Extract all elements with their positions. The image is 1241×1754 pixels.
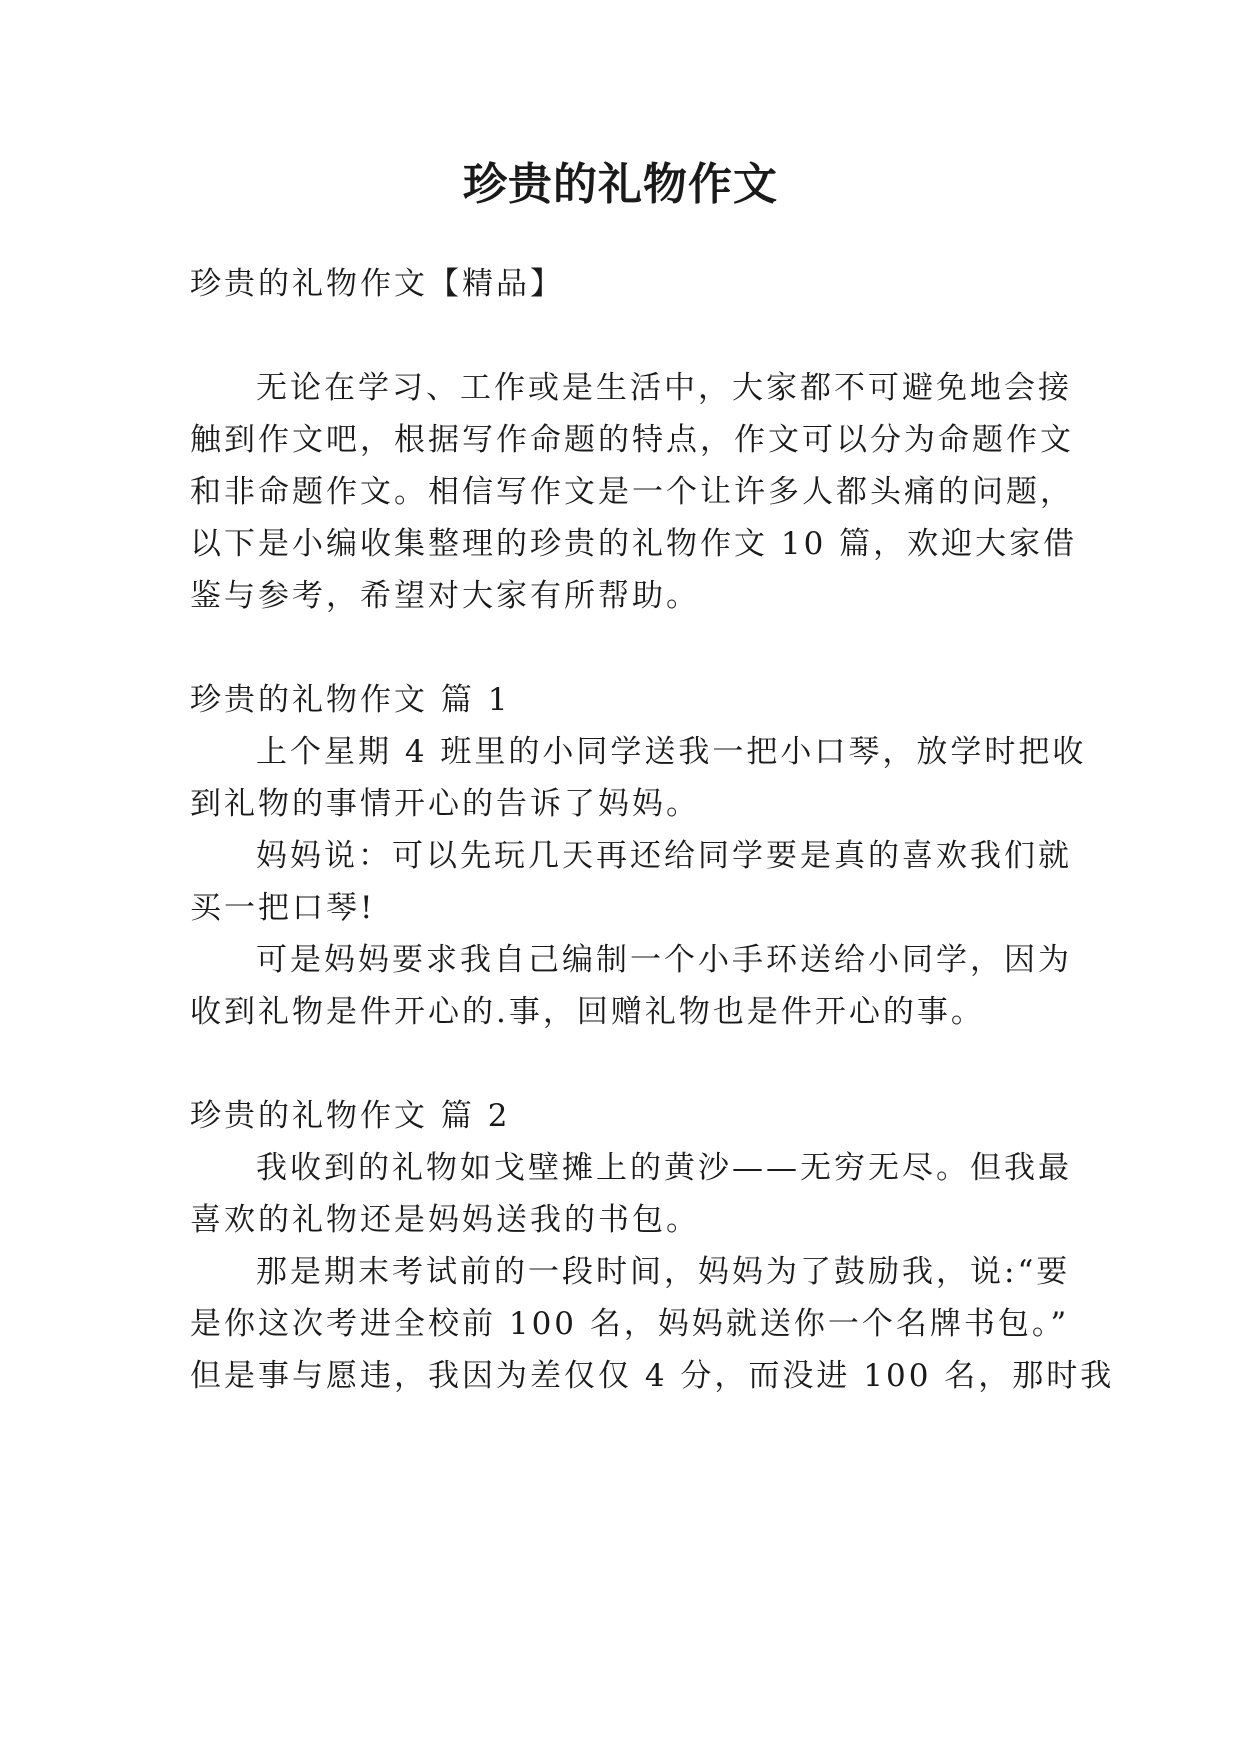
paragraph-line: 可是妈妈要求我自己编制一个小手环送给小同学，因为 xyxy=(256,942,1072,978)
paragraph-line: 买一把口琴! xyxy=(190,890,376,926)
document-subtitle: 珍贵的礼物作文【精品】 xyxy=(190,266,564,302)
paragraph-line: 妈妈说：可以先玩几天再还给同学要是真的喜欢我们就 xyxy=(256,838,1072,874)
intro-line: 以下是小编收集整理的珍贵的礼物作文 10 篇，欢迎大家借 xyxy=(190,526,1078,562)
section-heading: 珍贵的礼物作文 篇 2 xyxy=(190,1098,511,1134)
paragraph-line: 上个星期 4 班里的小同学送我一把小口琴，放学时把收 xyxy=(256,734,1087,770)
intro-line: 无论在学习、工作或是生活中，大家都不可避免地会接 xyxy=(256,370,1072,406)
page-title: 珍贵的礼物作文 xyxy=(463,159,778,210)
paragraph-line: 我收到的礼物如戈壁摊上的黄沙——无穷无尽。但我最 xyxy=(256,1150,1072,1186)
intro-line: 和非命题作文。相信写作文是一个让许多人都头痛的问题， xyxy=(190,474,1074,510)
intro-line: 鉴与参考，希望对大家有所帮助。 xyxy=(190,578,700,614)
section-heading: 珍贵的礼物作文 篇 1 xyxy=(190,682,511,718)
paragraph-line: 但是事与愿违，我因为差仅仅 4 分，而没进 100 名，那时我 xyxy=(190,1358,1115,1394)
paragraph-line: 收到礼物是件开心的.事，回赠礼物也是件开心的事。 xyxy=(190,994,985,1030)
intro-line: 触到作文吧，根据写作命题的特点，作文可以分为命题作文 xyxy=(190,422,1074,458)
paragraph-line: 喜欢的礼物还是妈妈送我的书包。 xyxy=(190,1202,700,1238)
paragraph-line: 是你这次考进全校前 100 名，妈妈就送你一个名牌书包。” xyxy=(190,1306,1070,1342)
paragraph-line: 到礼物的事情开心的告诉了妈妈。 xyxy=(190,786,700,822)
paragraph-line: 那是期末考试前的一段时间，妈妈为了鼓励我，说:“要 xyxy=(256,1254,1071,1290)
